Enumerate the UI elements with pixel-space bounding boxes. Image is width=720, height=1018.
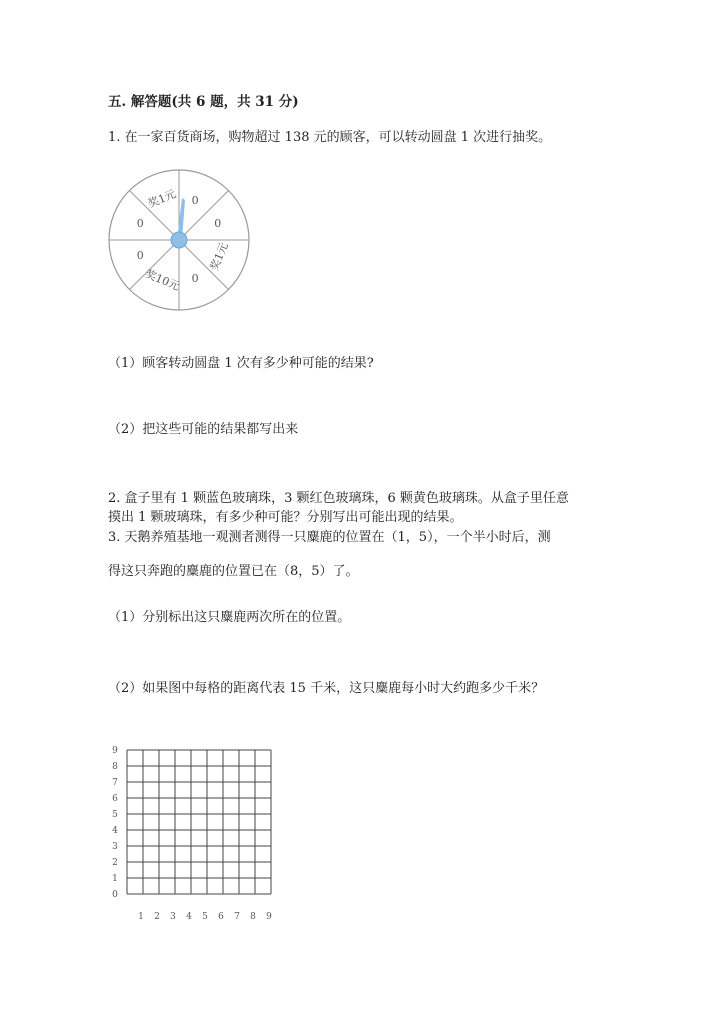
x-axis-tick-label: 3	[170, 912, 176, 920]
y-axis-tick-label: 6	[112, 794, 118, 804]
y-axis-tick-label: 0	[112, 890, 118, 900]
x-axis-tick-label: 5	[202, 912, 208, 920]
x-axis-tick-label: 4	[186, 912, 192, 920]
prize-wheel	[100, 160, 260, 320]
y-axis-tick-label: 4	[112, 826, 118, 836]
question-3-sub-2: （2）如果图中每格的距离代表 15 千米，这只麋鹿每小时大约跑多少千米？	[108, 681, 545, 696]
x-axis-tick-label: 1	[138, 912, 144, 920]
wheel-sector-label: 0	[136, 216, 144, 230]
x-axis-tick-label: 8	[250, 912, 256, 920]
coordinate-grid	[100, 740, 290, 920]
question-3-line-1: 3. 天鹅养殖基地一观测者测得一只麋鹿的位置在（1，5），一个半小时后，测	[108, 530, 551, 545]
wheel-sector-label: 0	[136, 249, 144, 263]
wheel-sector-label: 奖1元	[207, 240, 231, 273]
y-axis-tick-label: 3	[112, 842, 118, 852]
section-title: 五. 解答题(共 6 题，共 31 分)	[108, 94, 299, 110]
x-axis-tick-label: 6	[218, 912, 224, 920]
y-axis-tick-label: 8	[112, 762, 118, 772]
pointer-hub	[171, 232, 187, 248]
wheel-sector-label: 0	[214, 216, 222, 230]
x-axis-tick-label: 9	[266, 912, 272, 920]
wheel-sector-label: 0	[191, 271, 199, 285]
question-1-sub-1: （1）顾客转动圆盘 1 次有多少种可能的结果?	[108, 356, 374, 371]
y-axis-tick-label: 9	[112, 746, 118, 756]
wheel-sector-label: 奖1元	[146, 187, 178, 211]
y-axis-tick-label: 2	[112, 858, 118, 868]
question-1-text: 1. 在一家百货商场，购物超过 138 元的顾客，可以转动圆盘 1 次进行抽奖。	[108, 130, 552, 145]
question-1-sub-2: （2）把这些可能的结果都写出来	[108, 422, 299, 437]
y-axis-tick-label: 1	[112, 874, 118, 884]
question-3-sub-1: （1）分别标出这只麋鹿两次所在的位置。	[108, 610, 351, 625]
x-axis-tick-label: 7	[234, 912, 240, 920]
question-2-line-1: 2. 盒子里有 1 颗蓝色玻璃珠，3 颗红色玻璃珠，6 颗黄色玻璃珠。从盒子里任意	[108, 491, 569, 506]
x-axis-tick-label: 2	[154, 912, 160, 920]
y-axis-tick-label: 5	[112, 810, 118, 820]
y-axis-tick-label: 7	[112, 778, 118, 788]
wheel-sector-label: 奖10元	[143, 267, 182, 294]
question-3-line-2: 得这只奔跑的麋鹿的位置已在（8，5）了。	[108, 564, 359, 579]
question-2-line-2: 摸出 1 颗玻璃珠，有多少种可能？分别写出可能出现的结果。	[108, 510, 463, 525]
wheel-sector-label: 0	[191, 194, 199, 208]
